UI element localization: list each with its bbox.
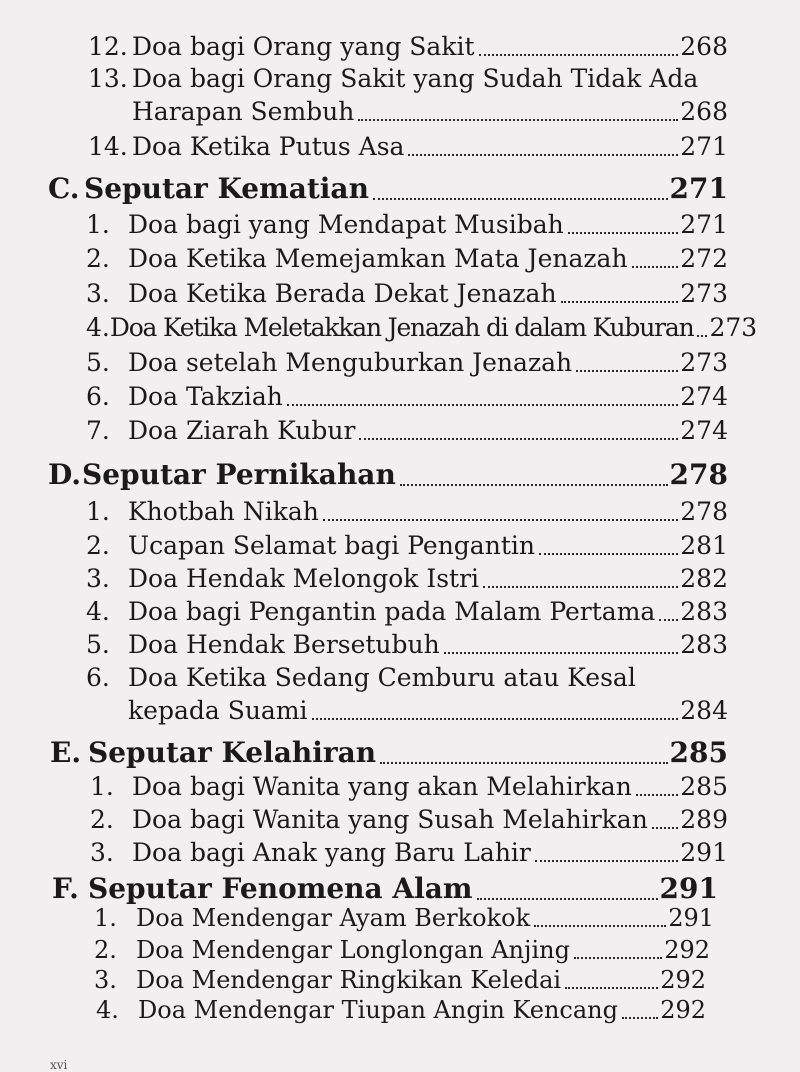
entry-number: 14.	[88, 132, 128, 161]
entry-title: Doa Ziarah Kubur	[128, 416, 356, 445]
entry-page: 271	[680, 210, 728, 239]
toc-entry[interactable]	[86, 531, 728, 560]
entry-title: Doa bagi Wanita yang akan Melahirkan	[132, 772, 632, 801]
dot-leader	[444, 652, 679, 654]
toc-entry-continuation[interactable]	[132, 97, 728, 126]
toc-entry[interactable]	[94, 966, 706, 994]
entry-number: 2.	[86, 531, 110, 560]
entry-page: 283	[680, 630, 728, 659]
toc-entry[interactable]	[86, 497, 728, 526]
section-page: 285	[669, 736, 728, 769]
entry-number: 1.	[86, 210, 110, 239]
dot-leader	[636, 794, 678, 796]
entry-title: Doa Ketika Berada Dekat Jenazah	[128, 279, 557, 308]
toc-entry[interactable]	[86, 279, 728, 308]
dot-leader	[373, 198, 668, 200]
entry-title: Doa bagi Anak yang Baru Lahir	[132, 838, 531, 867]
entry-title: Doa bagi Orang yang Sakit	[132, 32, 475, 61]
entry-title: Harapan Sembuh	[132, 97, 355, 126]
entry-page: 292	[660, 966, 706, 994]
dot-leader	[477, 898, 658, 900]
entry-number: 13.	[88, 64, 128, 93]
dot-leader	[408, 154, 678, 156]
entry-number: 3.	[86, 279, 110, 308]
entry-number: 2.	[86, 244, 110, 273]
toc-entry[interactable]	[86, 382, 728, 411]
entry-title: Doa bagi Pengantin pada Malam Pertama	[128, 597, 656, 626]
dot-leader	[483, 586, 678, 588]
entry-page: 289	[680, 805, 728, 834]
section-title: Seputar Kematian	[84, 172, 369, 205]
dot-leader	[622, 1017, 658, 1019]
section-letter: C.	[48, 172, 80, 205]
section-page: 291	[659, 872, 718, 905]
dot-leader	[535, 860, 678, 862]
toc-entry[interactable]	[86, 313, 758, 342]
entry-page: 273	[680, 348, 728, 377]
entry-number: 5.	[86, 348, 110, 377]
entry-title: Doa Ketika Meletakkan Jenazah di dalam Kuburan	[109, 313, 694, 342]
entry-number: 4.	[96, 996, 119, 1024]
section-letter: E.	[50, 736, 82, 769]
toc-entry[interactable]	[86, 244, 728, 273]
entry-page: 272	[680, 244, 728, 273]
section-title: Seputar Fenomena Alam	[88, 872, 473, 905]
entry-title: Doa Ketika Memejamkan Mata Jenazah	[128, 244, 628, 273]
toc-entry[interactable]	[86, 416, 728, 445]
entry-title: Doa bagi Wanita yang Susah Melahirkan	[132, 805, 648, 834]
entry-number: 3.	[90, 838, 114, 867]
entry-page: 273	[709, 313, 758, 342]
entry-page: 268	[680, 97, 728, 126]
entry-page: 285	[680, 772, 728, 801]
entry-page: 291	[680, 838, 728, 867]
entry-number: 7.	[86, 416, 110, 445]
dot-leader	[534, 925, 666, 927]
dot-leader	[565, 987, 658, 989]
entry-number: 1.	[94, 904, 117, 932]
toc-entry[interactable]	[88, 32, 728, 61]
toc-entry[interactable]	[86, 564, 728, 593]
entry-page: 268	[680, 32, 728, 61]
dot-leader	[380, 762, 667, 764]
dot-leader	[359, 438, 678, 440]
entry-title: Ucapan Selamat bagi Pengantin	[128, 531, 535, 560]
entry-page: 283	[680, 597, 728, 626]
entry-title: Doa Takziah	[128, 382, 283, 411]
section-page: 271	[669, 172, 728, 205]
toc-entry[interactable]	[86, 663, 636, 692]
toc-section[interactable]	[50, 736, 728, 769]
entry-number: 3.	[86, 564, 110, 593]
toc-entry[interactable]	[94, 904, 714, 932]
entry-title: Doa Mendengar Longlongan Anjing	[136, 936, 570, 964]
entry-title: kepada Suami	[128, 696, 308, 725]
entry-number: 4.	[86, 313, 110, 342]
entry-title: Khotbah Nikah	[128, 497, 319, 526]
entry-page: 271	[680, 132, 728, 161]
dot-leader	[479, 54, 679, 56]
section-title: Seputar Pernikahan	[82, 458, 396, 491]
entry-number: 6.	[86, 663, 110, 692]
dot-leader	[323, 519, 678, 521]
entry-title: Doa Hendak Bersetubuh	[128, 630, 440, 659]
entry-title: Doa Hendak Melongok Istri	[128, 564, 480, 593]
entry-number: 1.	[86, 497, 110, 526]
entry-page: 291	[668, 904, 714, 932]
entry-page: 278	[680, 497, 728, 526]
entry-page: 273	[680, 279, 728, 308]
entry-title: Doa Mendengar Tiupan Angin Kencang	[138, 996, 618, 1024]
entry-page: 281	[680, 531, 728, 560]
dot-leader	[568, 232, 679, 234]
entry-number: 2.	[94, 936, 117, 964]
entry-page: 292	[660, 996, 706, 1024]
dot-leader	[697, 335, 707, 337]
toc-section[interactable]	[48, 172, 728, 205]
entry-page: 274	[680, 382, 728, 411]
dot-leader	[287, 404, 678, 406]
entry-number: 12.	[88, 32, 128, 61]
toc-entry[interactable]	[96, 996, 706, 1024]
toc-entry[interactable]	[90, 772, 728, 801]
toc-entry[interactable]	[86, 210, 728, 239]
section-title: Seputar Kelahiran	[88, 736, 377, 769]
entry-title: Doa Mendengar Ringkikan Keledai	[136, 966, 562, 994]
toc-section[interactable]	[48, 458, 728, 491]
entry-number: 3.	[94, 966, 117, 994]
toc-section[interactable]	[52, 872, 718, 905]
entry-number: 1.	[90, 772, 114, 801]
toc-entry[interactable]	[86, 348, 728, 377]
entry-number: 4.	[86, 597, 110, 626]
dot-leader	[576, 370, 678, 372]
dot-leader	[561, 301, 679, 303]
toc-entry[interactable]	[86, 597, 728, 626]
entry-title: Doa Ketika Putus Asa	[132, 132, 405, 161]
page-footer-numeral: xvi	[50, 1058, 68, 1072]
dot-leader	[659, 619, 678, 621]
entry-title: Doa Mendengar Ayam Berkokok	[136, 904, 531, 932]
entry-title: Doa setelah Menguburkan Jenazah	[128, 348, 573, 377]
entry-title: Doa bagi yang Mendapat Musibah	[128, 210, 564, 239]
toc-entry[interactable]	[90, 838, 728, 867]
toc-entry[interactable]	[90, 805, 728, 834]
entry-number: 2.	[90, 805, 114, 834]
dot-leader	[574, 957, 662, 959]
toc-entry[interactable]	[86, 630, 728, 659]
entry-title: Doa Ketika Sedang Cemburu atau Kesal	[128, 663, 636, 692]
section-letter: F.	[52, 872, 79, 905]
section-letter: D.	[48, 458, 82, 491]
toc-entry[interactable]	[94, 936, 710, 964]
toc-entry[interactable]	[88, 64, 698, 93]
entry-number: 6.	[86, 382, 110, 411]
entry-page: 274	[680, 416, 728, 445]
toc-entry-continuation[interactable]	[128, 696, 728, 725]
entry-title: Doa bagi Orang Sakit yang Sudah Tidak Ada	[132, 64, 699, 93]
dot-leader	[400, 484, 668, 486]
entry-page: 284	[680, 696, 728, 725]
entry-number: 5.	[86, 630, 110, 659]
dot-leader	[312, 718, 679, 720]
dot-leader	[632, 266, 679, 268]
entry-page: 292	[664, 936, 710, 964]
dot-leader	[358, 119, 678, 121]
dot-leader	[539, 553, 678, 555]
section-page: 278	[669, 458, 728, 491]
entry-page: 282	[680, 564, 728, 593]
toc-entry[interactable]	[88, 132, 728, 161]
dot-leader	[652, 827, 678, 829]
